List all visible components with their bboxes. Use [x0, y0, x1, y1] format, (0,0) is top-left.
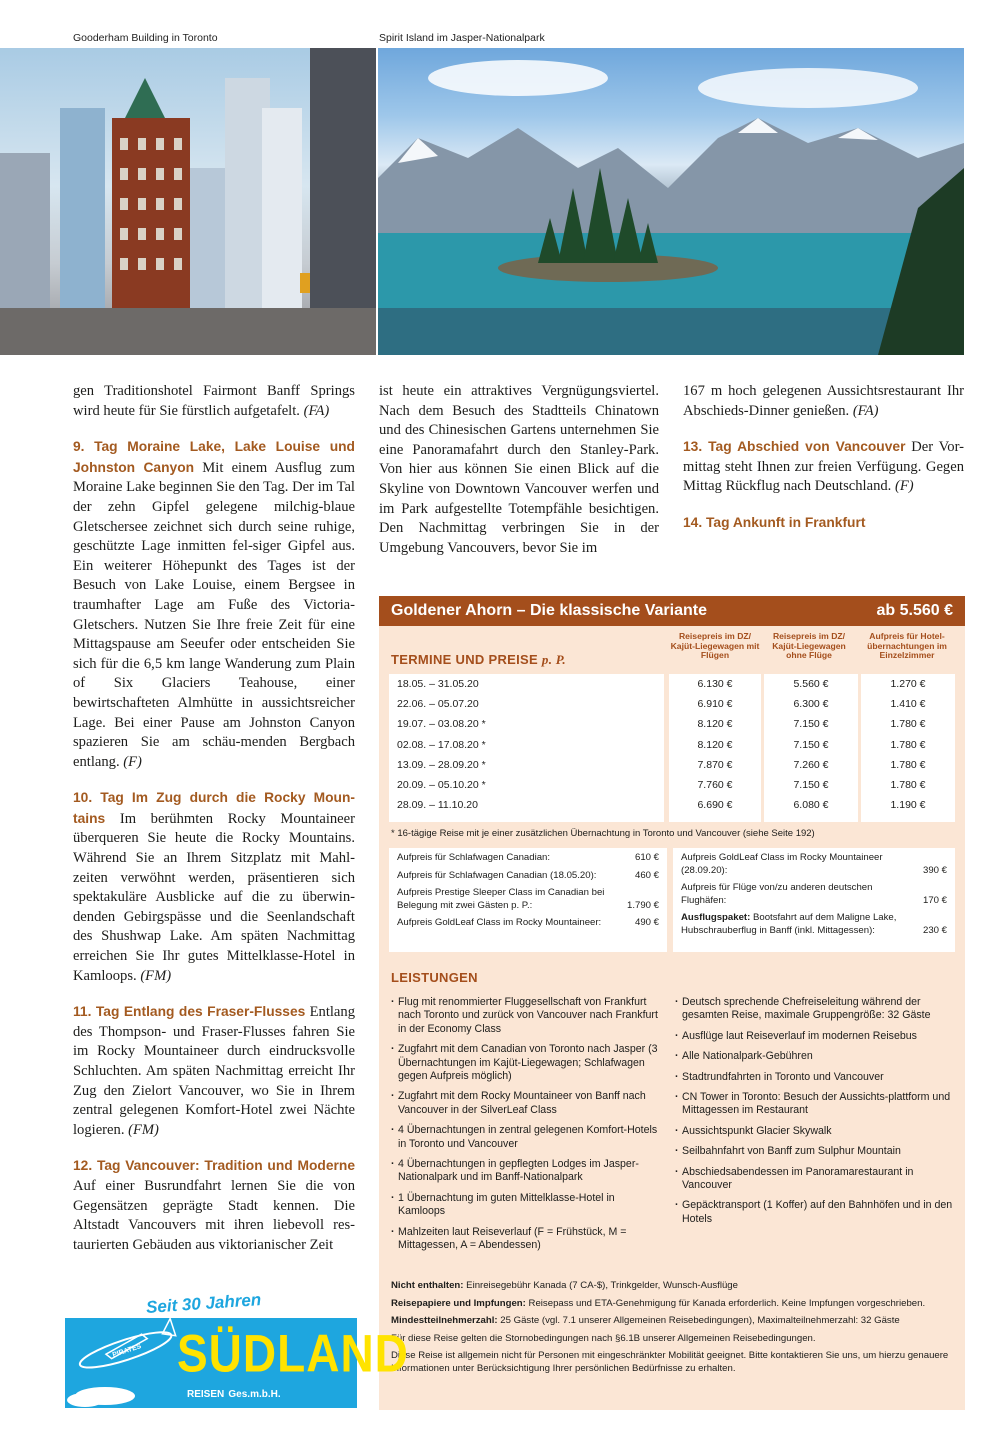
price-cell: 6.300 €: [793, 698, 829, 711]
day13-heading: 13. Tag Abschied von Vancouver: [683, 439, 906, 455]
addon-row: Aufpreis für Schlafwagen Canadian (18.05.20): 460 €: [397, 869, 659, 881]
price-cell: 1.190 €: [890, 799, 926, 812]
list-item: · Stadtrundfahrten in Toronto und Vancouver: [675, 1071, 955, 1084]
services-list-left: [391, 996, 663, 1260]
paragraph-day14: [683, 513, 964, 534]
services-list-right: [675, 996, 955, 1233]
list-item: · Gepäcktransport (1 Koffer) auf den Bahnhöfen und in den Hotels: [675, 1199, 955, 1226]
price-with-flights-column: [669, 674, 761, 822]
price-cell: 7.260 €: [793, 758, 829, 771]
day12-heading: 12. Tag Vancouver: Tradition und Moderne: [73, 1158, 355, 1174]
price-cell: 7.150 €: [793, 738, 829, 751]
logo-wordmark: SÜDLAND: [177, 1323, 409, 1383]
price-cell: 8.120 €: [697, 718, 733, 731]
paragraph-day9: 9. Tag Moraine Lake, Lake Louise und Johnston Canyon Mit einem Ausflug zum Moraine Lake beginnen Sie den Tag. Der im Tal der zehn Gipfel gelegene milchig-blaue Gletschersee zeichnet sich durch seine ruhige, geschützte Lage inmitten fel-siger Gipfel aus. Ein weiterer Höhepunkt des Tages ist der Besuch von Lake Louise, einem Bergsee in traumhafter Lage am Fuße des Victoria-Gletschers. Nutzen Sie Ihre freie Zeit für eine Mittagspause am Seeufer oder entscheiden Sie sich für die 6,5 km lange Wanderung zum Plain of Six Glaciers Teahouse, einer bewirtschafteten Almhütte in aussichtsreicher Lage. Bei einer Pause am Johnston Canyon spazieren Sie am schäu-menden Bergbach entlang. (F): [73, 439, 355, 770]
list-item: · Flug mit renommierter Fluggesellschaft von Frankfurt nach Toronto und zurück von Vancouver nach Frankfurt in der Economy Class: [391, 996, 663, 1036]
suedland-logo: [65, 1318, 409, 1408]
paragraph-day13: 13. Tag Abschied von Vancouver Der Vor-mittag steht Ihnen zur freien Verfügung. Gegen Mittag Rückflug nach Deutschland. (F): [683, 439, 965, 495]
list-item: · CN Tower in Toronto: Besuch der Aussichts-plattform und Mittagessen im Restaurant: [675, 1091, 955, 1118]
tour-title: Goldener Ahorn – Die klassische Variante: [391, 602, 707, 619]
list-item: · 4 Übernachtungen in zentral gelegenen Komfort-Hotels in Toronto und Vancouver: [391, 1124, 663, 1151]
spirit-island-photo: [378, 48, 964, 355]
dates-column: [389, 674, 664, 822]
price-footnote: * 16-tägige Reise mit je einer zusätzlichen Übernachtung in Toronto und Vancouver (siehe Seite 192): [391, 828, 815, 839]
photo-caption-right: Spirit Island im Jasper-Nationalpark: [379, 32, 545, 44]
price-cell: 7.870 €: [697, 758, 733, 771]
text-column-3: [683, 382, 964, 550]
date-row: 19.07. – 03.08.20 *: [397, 718, 486, 731]
day11-heading: 11. Tag Entlang des Fraser-Flusses: [73, 1004, 306, 1020]
price-cell: 1.270 €: [890, 678, 926, 691]
note-documents: Reisepapiere und Impfungen: Reisepass und ETA-Genehmigung für Kanada erforderlich. Keine Impfungen vorgeschrieben.: [391, 1297, 926, 1309]
note-cancellation: Für diese Reise gelten die Stornobedingungen nach §6.1B unserer Allgemeinen Reisebedingungen.: [391, 1332, 816, 1344]
price-cell: 7.150 €: [793, 718, 829, 731]
price-cell: 1.780 €: [890, 718, 926, 731]
list-item: · 4 Übernachtungen in gepflegten Lodges im Jasper-Nationalpark und im Banff-Nationalpark: [391, 1158, 663, 1185]
price-cell: 6.690 €: [697, 799, 733, 812]
paragraph-day12-cont: ist heute ein attraktives Vergnügungsviertel. Nach dem Besuch des Stadtteils Chinatown und des Chinesischen Gartens unternehmen Sie eine Panoramafahrt durch den Stanley-Park. Von hier aus können Sie einen Blick auf die Skyline von Downtown Vancouver werfen und im Park aufgestellte Totempfähle besichtigen. Den Nachmittag verbringen Sie in der Umgebung Vancouvers, bevor Sie im: [379, 383, 659, 556]
text-column-1: [73, 382, 355, 1271]
day10-heading: 10. Tag Im Zug durch die Rocky Moun-tains: [73, 790, 355, 826]
paragraph-day11: 11. Tag Entlang des Fraser-Flusses Entlang des Thompson- und Fraser-Flusses fahren Sie im Rocky Mountaineer durch eindrucksvolle Schluchten. Am späten Nachmittag erreicht Ihr Zug den Zielort Vancouver, wo Sie in Ihrem zentral gelegenen Komfort-Hotel zwei Nächte logieren. (FM): [73, 1004, 356, 1138]
col-head-without-flights: Reisepreis im DZ/ Kajüt-Liegewagen ohne Flüge: [772, 631, 846, 661]
price-cell: 1.780 €: [890, 779, 926, 792]
price-cell: 5.560 €: [793, 678, 829, 691]
price-cell: 7.760 €: [697, 779, 733, 792]
list-item: · Aussichtspunkt Glacier Skywalk: [675, 1125, 955, 1138]
paragraph-day12: 12. Tag Vancouver: Tradition und Moderne Auf einer Busrundfahrt lernen Sie die von Gegensätzen geprägte Stadt kennen. Die Altstadt Vancouvers mit ihren liebevoll res-taurierten Gebäuden aus viktorianischer Zeit: [73, 1158, 355, 1253]
note-participants: Mindestteilnehmerzahl: 25 Gäste (vgl. 7.1 unserer Allgemeinen Reisebedingungen), Maximalteilnehmerzahl: 32 Gäste: [391, 1315, 900, 1327]
text-column-2: [379, 382, 659, 574]
day14-heading: 14. Tag Ankunft in Frankfurt: [683, 514, 866, 530]
date-row: 13.09. – 28.09.20 *: [397, 758, 486, 771]
addon-row: Aufpreis Prestige Sleeper Class im Canadian bei Belegung mit zwei Gästen p. P.: 1.790 €: [397, 887, 659, 911]
services-heading: LEISTUNGEN: [391, 970, 478, 985]
addon-row: Aufpreis für Flüge von/zu anderen deutschen Flughäfen: 170 €: [681, 882, 947, 906]
note-mobility: Diese Reise ist allgemein nicht für Personen mit eingeschränkter Mobilität geeignet. Bitte kontaktieren Sie uns, um hierzu genauere Informationen unter Berücksichtigung Ihrer persönlichen Bedürfnisse zu erhalten.: [391, 1350, 949, 1374]
paragraph-day10: 10. Tag Im Zug durch die Rocky Moun-tains Im berühmten Rocky Mountaineer überqueren Sie heute die Rocky Mountains. Während Sie an Ihrem Sitzplatz mit Mahl-zeiten verwöhnt werden, präsentieren sich spektakuläre Ausblicke auf die zu überwin-denden Gebirgspässe und die Seenlandschaft des Shushwap Lake. Am späten Nachmittag erreichen Sie Ihr gutes Mittelklasse-Hotel in Kamloops. (FM): [73, 790, 355, 984]
list-item: · Abschiedsabendessen im Panoramarestaurant in Vancouver: [675, 1166, 955, 1193]
photo-caption-left: Gooderham Building in Toronto: [73, 32, 218, 44]
addon-row: Aufpreis GoldLeaf Class im Rocky Mountaineer: 490 €: [397, 917, 659, 928]
addon-row: Aufpreis für Schlafwagen Canadian: 610 €: [397, 852, 659, 863]
date-row: 02.08. – 17.08.20 *: [397, 738, 486, 751]
list-item: · 1 Übernachtung im guten Mittelklasse-Hotel in Kamloops: [391, 1192, 663, 1219]
paragraph-day12-end: 167 m hoch gelegenen Aussichtsrestaurant Ihr Abschieds-Dinner genießen. (FA): [683, 383, 964, 419]
price-cell: 6.910 €: [697, 698, 733, 711]
list-item: · Ausflüge laut Reiseverlauf im modernen Reisebus: [675, 1030, 955, 1043]
list-item: · Mahlzeiten laut Reiseverlauf (F = Frühstück, M = Mittagessen, A = Abendessen): [391, 1226, 663, 1253]
list-item: · Zugfahrt mit dem Rocky Mountaineer von Banff nach Vancouver in der SilverLeaf Class: [391, 1090, 663, 1117]
price-cell: 1.780 €: [890, 738, 926, 751]
paragraph-day8-end: gen Traditionshotel Fairmont Banff Springs wird heute für Sie fürstlich aufgetafelt. (FA): [73, 383, 355, 419]
price-without-flights-column: [764, 674, 858, 822]
list-item: · Zugfahrt mit dem Canadian von Toronto nach Jasper (3 Übernachtungen im Kajüt-Liegewagen; Schlafwagen gegen Aufpreis möglich): [391, 1043, 663, 1083]
price-cell: 1.410 €: [890, 698, 926, 711]
price-box-header: [379, 596, 965, 626]
date-row: 28.09. – 11.10.20: [397, 799, 478, 812]
day9-heading: 9. Tag Moraine Lake, Lake Louise und Johnston Canyon: [73, 439, 355, 475]
date-row: 18.05. – 31.05.20: [397, 678, 479, 691]
toronto-skyline-illustration: [0, 48, 376, 355]
spirit-island-illustration: [378, 48, 964, 355]
price-cell: 8.120 €: [697, 738, 733, 751]
date-row: 22.06. – 05.07.20: [397, 698, 479, 711]
logo-slogan: Seit 30 Jahren: [145, 1290, 262, 1317]
addons-left-panel: [389, 848, 667, 952]
list-item: · Alle Nationalpark-Gebühren: [675, 1050, 955, 1063]
list-item: · Deutsch sprechende Chefreiseleitung während der gesamten Reise, maximale Gruppengröße: 32 Gäste: [675, 996, 955, 1023]
addon-row: Aufpreis GoldLeaf Class im Rocky Mountaineer (28.09.20): 390 €: [681, 852, 947, 876]
plane-lettering: PIRATES: [111, 1343, 143, 1359]
addon-row: Ausflugspaket: Bootsfahrt auf dem Maligne Lake, Hubschrauberflug in Banff (inkl. Mittagessen): 230 €: [681, 912, 947, 936]
price-cell: 7.150 €: [793, 779, 829, 792]
logo-subline: REISEN Ges.m.b.H.: [187, 1389, 281, 1400]
tour-price-from: ab 5.560 €: [876, 602, 953, 619]
price-box: [379, 596, 965, 1410]
toronto-photo: [0, 48, 376, 355]
price-cell: 1.780 €: [890, 758, 926, 771]
price-cell: 6.080 €: [793, 799, 829, 812]
col-head-with-flights: Reisepreis im DZ/ Kajüt-Liegewagen mit Flügen: [670, 631, 760, 661]
dates-prices-heading: TERMINE UND PREISE p. P.: [391, 652, 566, 667]
price-cell: 6.130 €: [697, 678, 733, 691]
date-row: 20.09. – 05.10.20 *: [397, 779, 486, 792]
col-head-single-supplement: Aufpreis für Hotel-übernachtungen im Einzelzimmer: [867, 631, 947, 661]
addons-right-panel: [673, 848, 955, 952]
list-item: · Seilbahnfahrt von Banff zum Sulphur Mountain: [675, 1145, 955, 1158]
note-not-included: Nicht enthalten: Einreisegebühr Kanada (7 CA-$), Trinkgelder, Wunsch-Ausflüge: [391, 1280, 738, 1291]
single-supplement-column: [861, 674, 955, 822]
travel-notes: [391, 1280, 951, 1381]
